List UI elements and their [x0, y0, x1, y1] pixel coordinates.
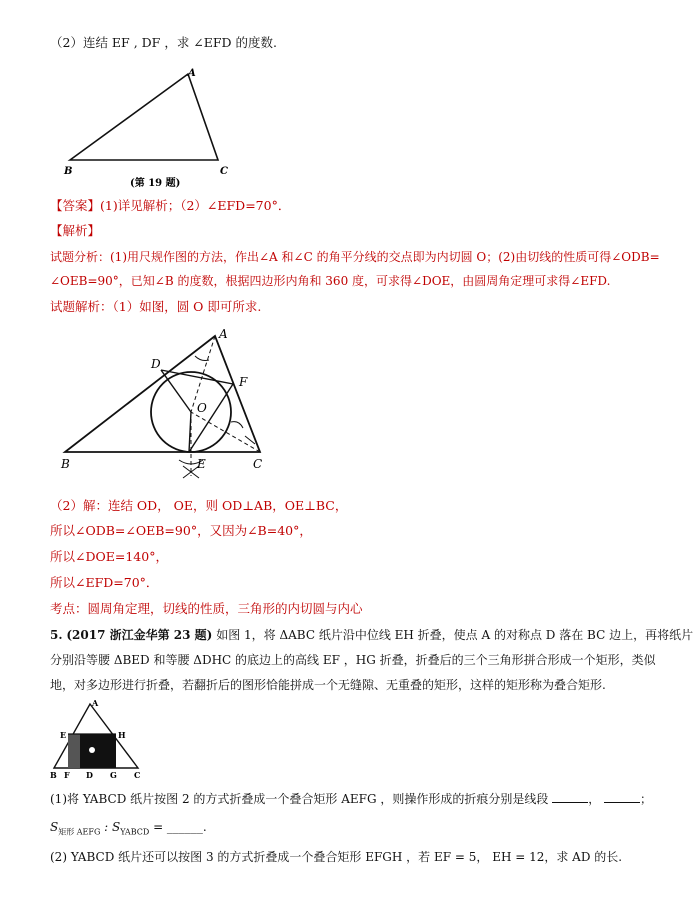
detail-line: 试题解析：（1）如图，圆 O 即可所求.: [50, 299, 262, 314]
q5-number: 5.: [50, 628, 63, 642]
fig2-label-f: F: [239, 375, 248, 389]
fig2-label-o: O: [197, 401, 207, 415]
q5-line-1: [50, 626, 693, 644]
fig1-caption: (第 19 题): [130, 178, 181, 189]
fig1-label-a: A: [188, 68, 196, 79]
fig3-label-c: C: [134, 770, 141, 780]
ratio-subscript-1: 矩形 AEFG: [58, 827, 101, 837]
q5-text-1: 如图 1，将 ΔABC 纸片沿中位线 EH 折叠，使点 A 的对称点 D 落在 BC 边上，再将纸片: [216, 628, 693, 642]
fig2-label-d: D: [151, 357, 161, 371]
q5-part-1-semicolon: ；: [640, 792, 653, 806]
figure-triangle-abc: [60, 64, 250, 192]
fig1-label-c: C: [220, 166, 228, 177]
fig3-label-g: G: [110, 770, 117, 780]
ratio-equals: = ______.: [149, 820, 207, 834]
answer-line: 【答案】(1)详见解析；（2）∠EFD=70°．: [50, 198, 291, 213]
fig3-label-h: H: [118, 730, 126, 740]
fig1-label-b: B: [64, 166, 73, 177]
q5-part-2: (2) YABCD 纸片还可以按图 3 的方式折叠成一个叠合矩形 EFGH ，若 EF = 5， EH = 12，求 AD 的长.: [50, 850, 623, 864]
ratio-s-2: : S: [100, 820, 121, 834]
fig2-label-a: A: [219, 327, 228, 341]
fig3-label-a: A: [92, 698, 99, 708]
solution-line-3: 所以∠DOE=140°，: [50, 549, 168, 564]
answer-blank-2[interactable]: [604, 790, 640, 803]
q5-line-2: 分别沿等腰 ΔBED 和等腰 ΔDHC 的底边上的高线 EF ，HG 折叠，折叠后的三个三角形拼合形成一个矩形，类似: [50, 653, 656, 667]
fig2-label-e: E: [197, 457, 206, 471]
analysis-heading: 【解析】: [50, 223, 101, 238]
ratio-s-1: S: [50, 820, 59, 834]
solution-line-4: 所以∠EFD=70°．: [50, 575, 159, 590]
fig3-label-b: B: [50, 770, 57, 780]
q5-part-1-text: (1)将 YABCD 纸片按图 2 的方式折叠成一个叠合矩形 AEFG ，则操作形成的折痕分别是线段: [50, 792, 549, 806]
q5-part-1-comma: ，: [588, 792, 601, 806]
fig2-label-b: B: [61, 457, 70, 471]
figure-incircle: [55, 326, 285, 486]
solution-line-1: （2）解：连结 OD， OE，则 OD⊥AB，OE⊥BC，: [50, 498, 348, 513]
question-2-text: （2）连结 EF , DF ，求 ∠EFD 的度数.: [50, 35, 278, 50]
fig2-label-c: C: [253, 457, 263, 471]
fig3-label-f: F: [64, 770, 70, 780]
figure-folding: [48, 698, 148, 782]
q5-ratio-line: [50, 818, 207, 841]
analysis-line-1: 试题分析：(1)用尺规作图的方法，作出∠A 和∠C 的角平分线的交点即为内切圆 O；(2)由切线的性质可得∠ODB=: [50, 250, 660, 264]
fig3-label-e: E: [60, 730, 67, 740]
answer-blank-1[interactable]: [552, 790, 588, 803]
fig3-label-d: D: [86, 770, 93, 780]
q5-part-1: [50, 790, 652, 808]
kaodian-line: 考点：圆周角定理，切线的性质，三角形的内切圆与内心: [50, 601, 363, 616]
solution-line-2: 所以∠ODB=∠OEB=90°，又因为∠B=40°，: [50, 523, 312, 538]
analysis-line-2: ∠OEB=90°，已知∠B 的度数，根据四边形内角和 360 度，可求得∠DOE，由圆周角定理可求得∠EFD.: [50, 274, 611, 288]
q5-source: (2017 浙江金华第 23 题): [66, 628, 213, 642]
ratio-subscript-2: YABCD: [120, 827, 150, 837]
q5-line-3: 地，对多边形进行折叠，若翻折后的图形恰能拼成一个无缝隙、无重叠的矩形，这样的矩形称为叠合矩形.: [50, 678, 606, 692]
